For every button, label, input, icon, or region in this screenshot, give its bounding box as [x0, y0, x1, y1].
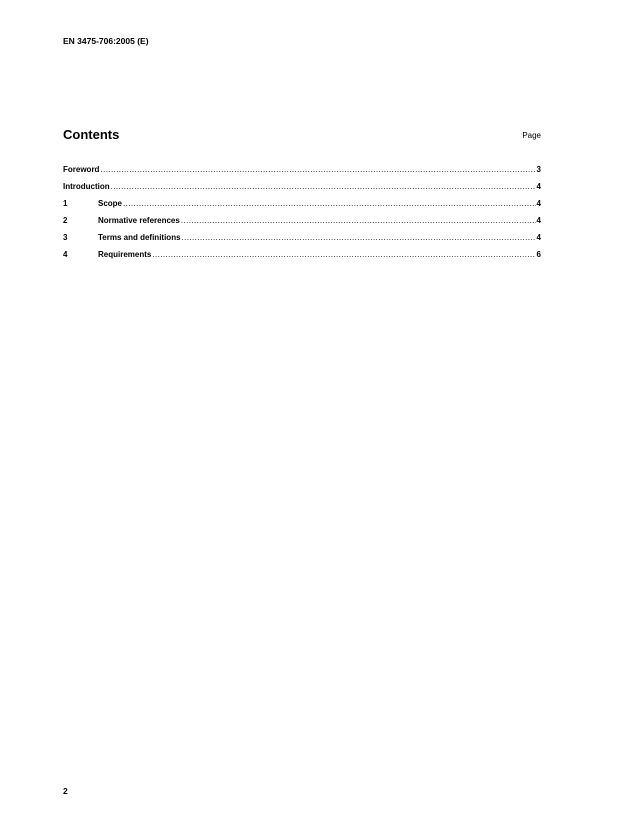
toc-entry-requirements[interactable] [63, 250, 541, 267]
toc-entry-page: 4 [536, 233, 541, 242]
toc-entry-title: Scope [98, 199, 123, 208]
toc-entry-foreword[interactable] [63, 165, 541, 182]
toc-entry-title: Requirements [98, 250, 152, 259]
table-of-contents [63, 165, 541, 267]
contents-title: Contents [63, 127, 120, 142]
toc-entry-title: Introduction [63, 182, 110, 191]
contents-heading [63, 127, 541, 147]
toc-leader-dots [152, 250, 535, 259]
toc-entry-title: Normative references [98, 216, 180, 225]
toc-entry-number: 3 [63, 233, 68, 242]
toc-entry-page: 6 [536, 250, 541, 259]
toc-entry-page: 4 [536, 182, 541, 191]
toc-leader-dots [181, 216, 536, 225]
page-number: 2 [63, 786, 68, 796]
toc-entry-page: 4 [536, 199, 541, 208]
toc-leader-dots [111, 182, 536, 191]
toc-leader-dots [100, 165, 535, 174]
toc-entry-page: 4 [536, 216, 541, 225]
toc-leader-dots [123, 199, 536, 208]
toc-entry-scope[interactable] [63, 199, 541, 216]
toc-entry-number: 2 [63, 216, 68, 225]
page-column-label: Page [522, 131, 541, 140]
toc-entry-terms-and-definitions[interactable] [63, 233, 541, 250]
toc-entry-introduction[interactable] [63, 182, 541, 199]
document-id-header: EN 3475-706:2005 (E) [63, 36, 149, 46]
toc-entry-number: 4 [63, 250, 68, 259]
toc-entry-title: Terms and definitions [98, 233, 181, 242]
toc-leader-dots [182, 233, 536, 242]
toc-entry-title: Foreword [63, 165, 100, 174]
toc-entry-number: 1 [63, 199, 68, 208]
toc-entry-normative-references[interactable] [63, 216, 541, 233]
toc-entry-page: 3 [536, 165, 541, 174]
